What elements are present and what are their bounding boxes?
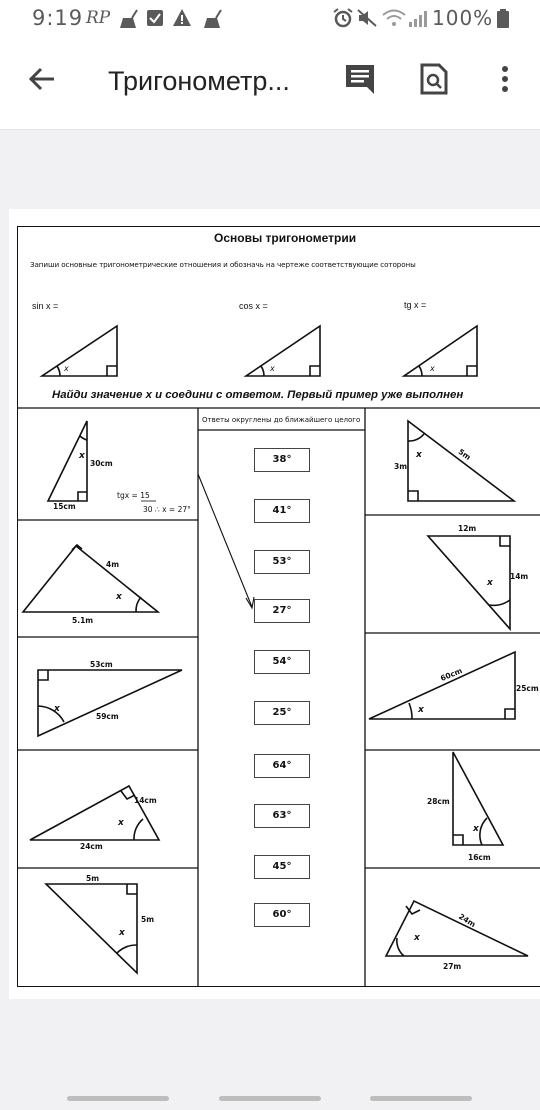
angle-label: x	[473, 824, 479, 834]
angle-label: x	[54, 704, 60, 714]
answer-box[interactable]: 64°	[254, 754, 310, 778]
formula-sin: sin x =	[32, 301, 59, 311]
formula-tg: tg x =	[404, 300, 427, 310]
carrier-label: RP	[86, 8, 111, 28]
answer-box[interactable]: 54°	[254, 650, 310, 674]
answer-box[interactable]: 25°	[254, 701, 310, 725]
formula-cos: cos x =	[239, 301, 268, 311]
side-label: 60cm	[439, 666, 464, 683]
nav-back-pill[interactable]	[67, 1096, 169, 1101]
side-label: 14cm	[134, 796, 157, 805]
find-in-document-icon[interactable]	[417, 62, 451, 96]
worksheet-instruction: Запиши основные тригонометрические отношения и обозначь на чертеже соответствующие сотороны	[30, 260, 416, 269]
side-label: 53cm	[90, 660, 113, 669]
status-bar	[0, 0, 540, 36]
side-label: 27m	[443, 962, 462, 971]
more-options-icon[interactable]	[488, 62, 522, 96]
side-label: 24cm	[80, 842, 103, 851]
side-label: 5m	[86, 874, 100, 883]
angle-label: x	[116, 592, 122, 602]
angle-label: x	[418, 705, 424, 715]
answers-header: Ответы округлены до ближайшего целого	[202, 416, 361, 424]
checkbox-icon	[146, 9, 164, 27]
side-label: 14m	[510, 572, 529, 581]
back-arrow-icon[interactable]	[26, 62, 60, 96]
side-label: 5m	[141, 915, 155, 924]
example-work-line2: 30 ∴ x = 27°	[143, 505, 191, 514]
battery-percent: 100%	[432, 6, 494, 30]
side-label: 12m	[458, 524, 477, 533]
side-label: 5.1m	[72, 616, 94, 625]
battery-icon	[497, 9, 509, 29]
alarm-icon	[332, 8, 354, 28]
answer-box[interactable]: 53°	[254, 550, 310, 574]
angle-label: x	[416, 450, 422, 460]
side-label: 3m	[394, 462, 408, 471]
side-label: 16cm	[468, 853, 491, 862]
angle-label: x	[79, 451, 85, 461]
task2-title: Найди значение x и соедини с ответом. Первый пример уже выполнен	[52, 389, 464, 401]
angle-label: x	[119, 928, 125, 938]
nav-recents-pill[interactable]	[370, 1096, 472, 1101]
angle-label: x	[64, 364, 69, 373]
angle-label: x	[270, 364, 275, 373]
side-label: 30cm	[90, 459, 113, 468]
app-bar	[0, 36, 540, 130]
comments-icon[interactable]	[343, 62, 377, 96]
side-label: 15cm	[53, 502, 76, 511]
worksheet-title: Основы тригонометрии	[214, 231, 357, 245]
cleaning-broom-icon	[116, 8, 140, 30]
wifi-icon	[381, 8, 407, 28]
document-title: Тригонометр...	[108, 66, 290, 96]
answer-box[interactable]: 41°	[254, 499, 310, 523]
side-label: 59cm	[96, 712, 119, 721]
side-label: 24m	[457, 911, 478, 930]
answer-box[interactable]: 45°	[254, 855, 310, 879]
signal-icon	[407, 8, 429, 28]
answer-box[interactable]: 63°	[254, 804, 310, 828]
cleaning-broom-icon-2	[200, 8, 224, 30]
answer-box[interactable]: 60°	[254, 903, 310, 927]
side-label: 28cm	[427, 797, 450, 806]
angle-label: x	[430, 364, 435, 373]
nav-home-pill[interactable]	[219, 1096, 321, 1101]
example-work-line1: tgx = 15	[117, 491, 150, 500]
angle-label: x	[487, 578, 493, 588]
answer-box[interactable]: 27°	[254, 599, 310, 623]
mute-icon	[356, 8, 378, 28]
answer-box[interactable]: 38°	[254, 448, 310, 472]
warning-icon	[172, 8, 192, 28]
gesture-navigation-bar	[0, 1088, 540, 1110]
side-label: 4m	[106, 560, 120, 569]
side-label: 5m	[456, 447, 473, 462]
side-label: 25cm	[516, 684, 539, 693]
status-time: 9:19	[32, 6, 84, 30]
angle-label: x	[414, 933, 420, 943]
angle-label: x	[118, 818, 124, 828]
